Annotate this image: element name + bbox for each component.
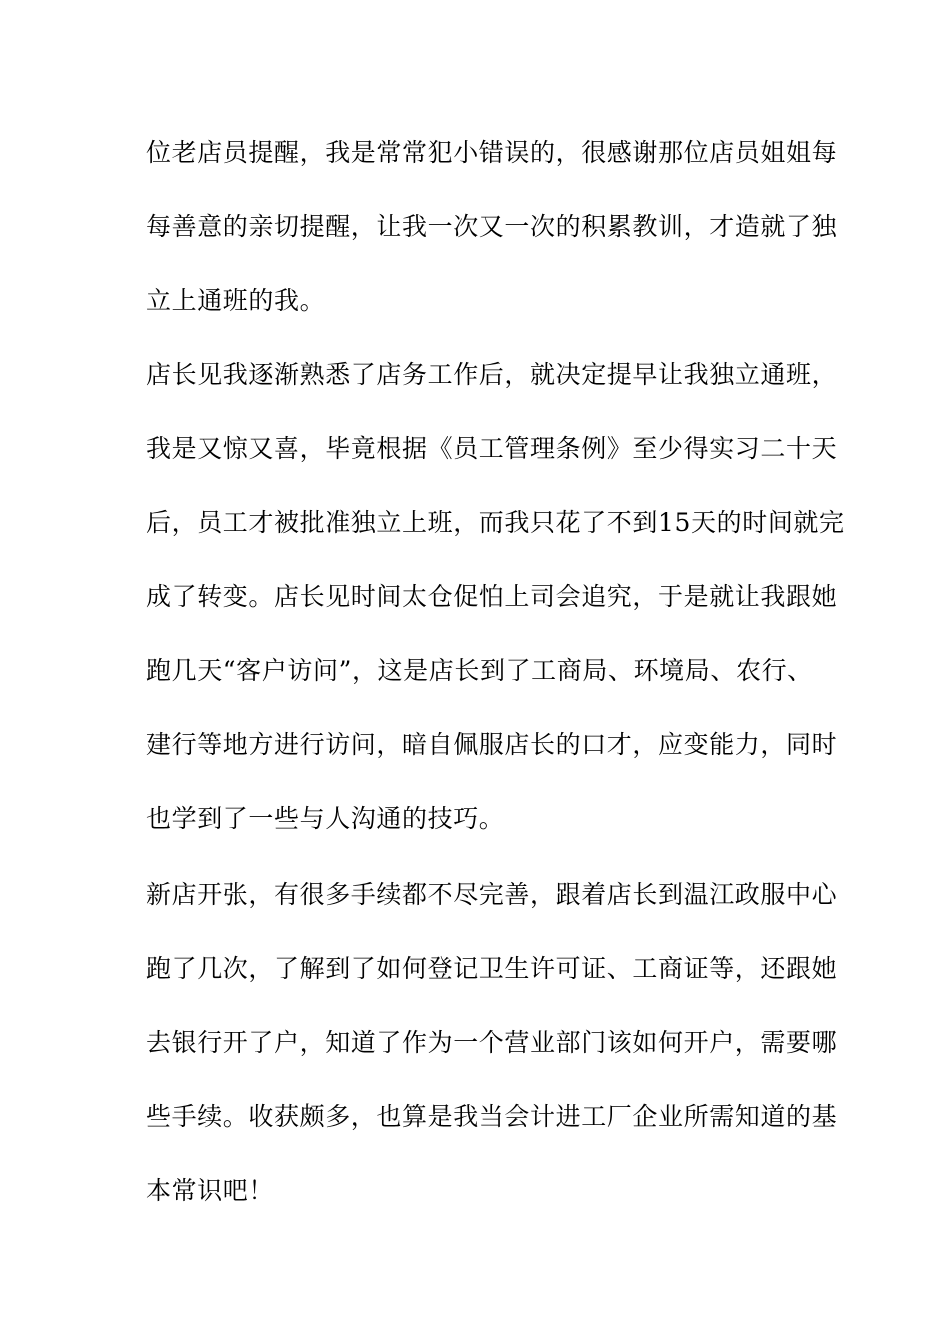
text-line: 跑几天“客户访问”，这是店长到了工商局、环境局、农行、	[146, 656, 813, 685]
text-line: 跑了几次，了解到了如何登记卫生许可证、工商证等，还跟她	[146, 954, 838, 983]
text-line: 立上通班的我。	[146, 286, 326, 315]
text-line: 店长见我逐渐熟悉了店务工作后，就决定提早让我独立通班，	[146, 360, 838, 389]
text-line: 我是又惊又喜，毕竟根据《员工管理条例》至少得实习二十天	[146, 434, 838, 463]
text-line: 建行等地方进行访问，暗自佩服店长的口才，应变能力，同时	[146, 730, 838, 759]
text-line: 本常识吧！	[146, 1176, 275, 1205]
text-line: 也学到了一些与人沟通的技巧。	[146, 804, 505, 833]
text-line: 每善意的亲切提醒，让我一次又一次的积累教训，才造就了独	[146, 212, 838, 241]
text-line: 新店开张，有很多手续都不尽完善，跟着店长到温江政服中心	[146, 880, 838, 909]
text-line: 些手续。收获颇多，也算是我当会计进工厂企业所需知道的基	[146, 1102, 838, 1131]
text-line: 后，员工才被批准独立上班，而我只花了不到15天的时间就完	[146, 508, 845, 537]
text-line: 去银行开了户，知道了作为一个营业部门该如何开户，需要哪	[146, 1028, 838, 1057]
text-line: 位老店员提醒，我是常常犯小错误的，很感谢那位店员姐姐每	[146, 138, 838, 167]
text-line: 成了转变。店长见时间太仓促怕上司会追究，于是就让我跟她	[146, 582, 838, 611]
